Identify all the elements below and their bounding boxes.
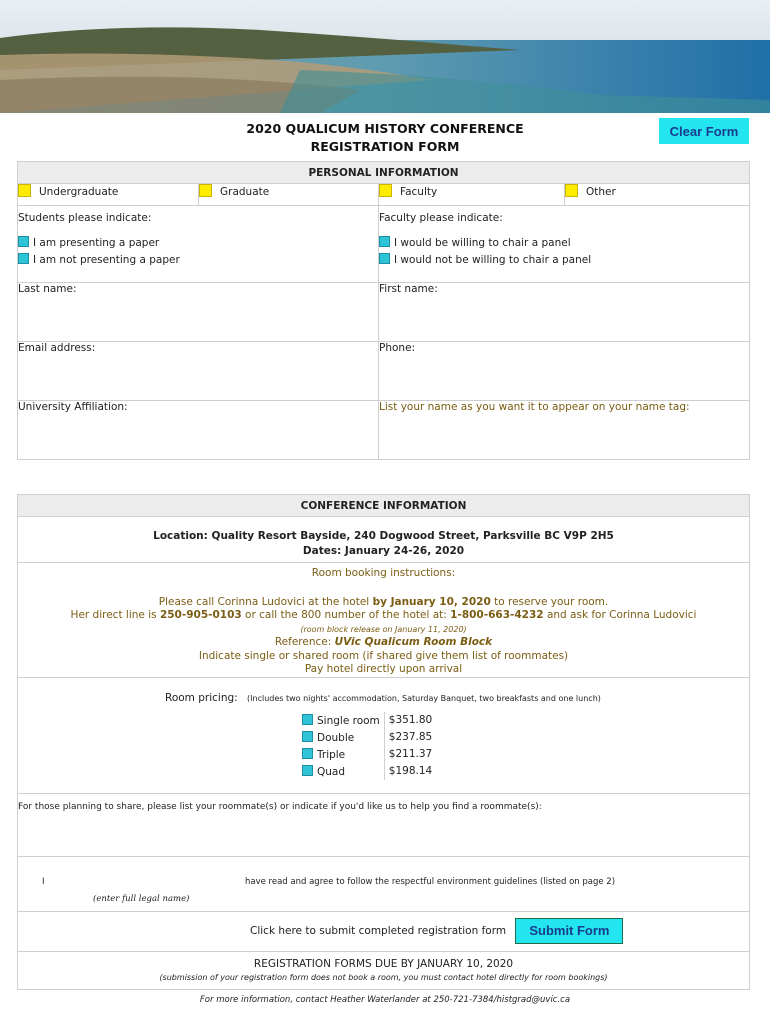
room-row-single[interactable]: Single room $351.80	[298, 712, 436, 729]
legal-name-hint: (enter full legal name)	[93, 893, 190, 904]
chair-panel-checkbox[interactable]	[379, 236, 390, 247]
agreement-row[interactable]	[18, 856, 750, 911]
graduate-checkbox[interactable]	[199, 184, 212, 197]
personal-information-table	[17, 161, 750, 460]
first-name-field[interactable]: First name:	[379, 283, 750, 342]
location-text: Location: Quality Resort Bayside, 240 Dogwood Street, Parksville BC V9P 2H5	[153, 530, 614, 542]
form-title-line2: REGISTRATION FORM	[310, 139, 460, 154]
personal-information-heading: PERSONAL INFORMATION	[18, 162, 750, 184]
not-presenting-paper-checkbox[interactable]	[18, 253, 29, 264]
presenting-paper-option[interactable]: I am presenting a paper	[18, 236, 378, 249]
room-row-quad[interactable]: Quad $198.14	[298, 763, 436, 780]
submit-form-button[interactable]: Submit Form	[515, 918, 623, 944]
contact-footer: For more information, contact Heather Waterlander at 250-721-7384/histgrad@uvic.ca	[199, 995, 571, 1005]
due-note-text: (submission of your registration form does not book a room, you must contact hotel directly for room bookings)	[159, 972, 608, 982]
phone-field[interactable]: Phone:	[379, 342, 750, 401]
single-room-checkbox[interactable]	[302, 714, 313, 725]
presenting-paper-checkbox[interactable]	[18, 236, 29, 247]
double-room-checkbox[interactable]	[302, 731, 313, 742]
chair-panel-option[interactable]: I would be willing to chair a panel	[379, 236, 749, 249]
status-other[interactable]: Other	[565, 184, 750, 206]
undergraduate-checkbox[interactable]	[18, 184, 31, 197]
students-prompt: Students please indicate:	[18, 212, 152, 224]
faculty-checkbox[interactable]	[379, 184, 392, 197]
email-field[interactable]: Email address:	[18, 342, 379, 401]
quad-room-checkbox[interactable]	[302, 765, 313, 776]
booking-title: Room booking instructions:	[311, 567, 456, 579]
agreement-i: I	[42, 876, 45, 887]
conference-information-heading: CONFERENCE INFORMATION	[18, 495, 750, 517]
header-banner-image	[0, 0, 770, 113]
due-date-text: REGISTRATION FORMS DUE BY JANUARY 10, 2020	[253, 957, 514, 970]
last-name-field[interactable]: Last name:	[18, 283, 379, 342]
submit-prompt: Click here to submit completed registration form	[250, 925, 507, 937]
status-undergraduate[interactable]: Undergraduate	[18, 184, 199, 206]
roommate-field[interactable]: For those planning to share, please list your roommate(s) or indicate if you'd like us to help you find a roommate(s):	[18, 793, 750, 856]
room-row-double[interactable]: Double $237.85	[298, 729, 436, 746]
status-graduate[interactable]: Graduate	[199, 184, 379, 206]
form-title-line1: 2020 QUALICUM HISTORY CONFERENCE	[246, 121, 524, 136]
room-pricing-label: Room pricing:	[165, 691, 238, 704]
room-pricing-table	[298, 712, 436, 780]
not-chair-panel-checkbox[interactable]	[379, 253, 390, 264]
faculty-prompt: Faculty please indicate:	[379, 212, 503, 224]
triple-room-checkbox[interactable]	[302, 748, 313, 759]
not-chair-panel-option[interactable]: I would not be willing to chair a panel	[379, 253, 749, 266]
status-faculty[interactable]: Faculty	[379, 184, 565, 206]
not-presenting-paper-option[interactable]: I am not presenting a paper	[18, 253, 378, 266]
name-tag-field[interactable]: List your name as you want it to appear on your name tag:	[379, 401, 750, 460]
clear-form-button[interactable]: Clear Form	[659, 118, 749, 144]
dates-text: Dates: January 24-26, 2020	[302, 545, 465, 557]
agreement-text: have read and agree to follow the respectful environment guidelines (listed on page 2)	[245, 876, 616, 887]
room-pricing-note: (Includes two nights' accommodation, Saturday Banquet, two breakfasts and one lunch)	[247, 693, 601, 703]
booking-instructions: Room booking instructions: Please call Corinna Ludovici at the hotel by January 10, 2020 to reserve your room. Her direct line is 250-905-0103 or call the 800 number of the hotel at: 1-800-663-4232 and ask for Corinna Ludovici (room block release on January 11, 2020) Reference: UVic Qualicum Room Block Indicate single or shared room (if shared give them list of roommates) Pay hotel directly upon arrival	[18, 563, 750, 678]
room-row-triple[interactable]: Triple $211.37	[298, 746, 436, 763]
conference-information-table	[17, 494, 750, 990]
other-checkbox[interactable]	[565, 184, 578, 197]
university-affiliation-field[interactable]: University Affiliation:	[18, 401, 379, 460]
